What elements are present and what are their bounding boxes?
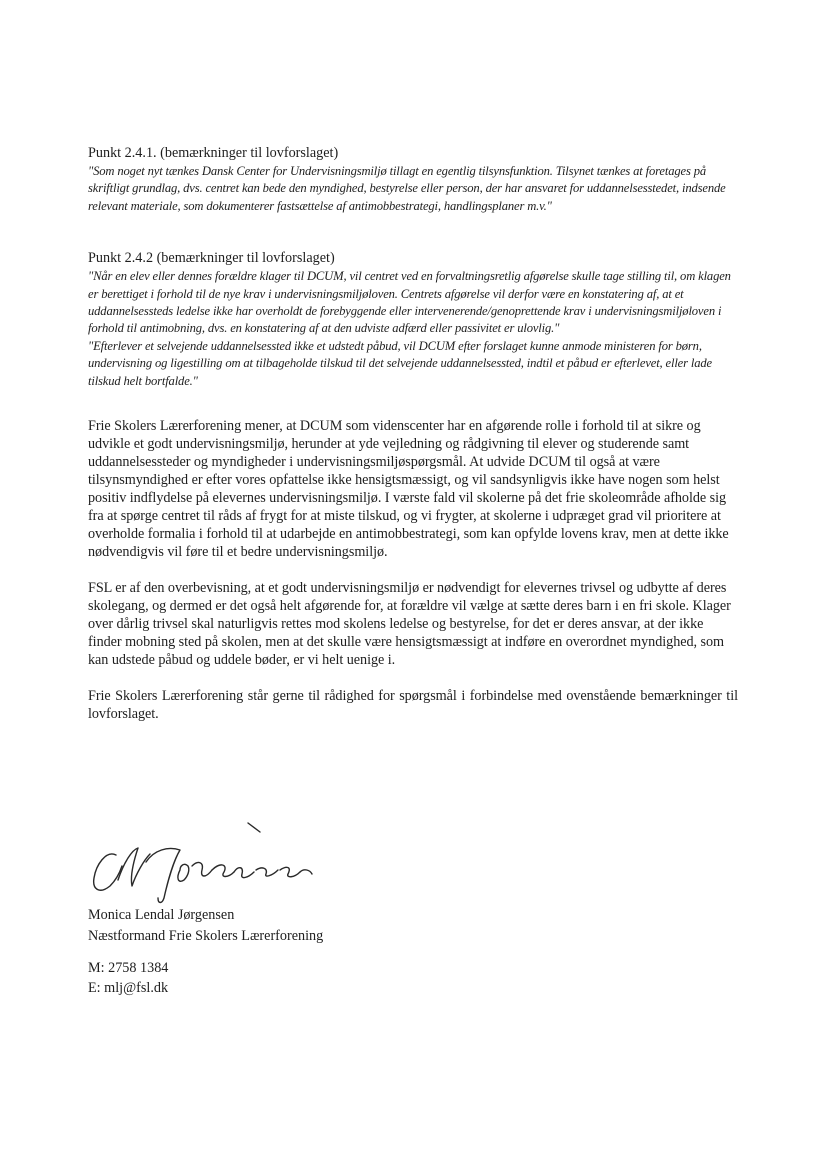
body-paragraph: Frie Skolers Lærerforening står gerne til rådighed for spørgsmål i forbindelse med ovenstående bemærkninger til lovforslaget. <box>88 688 738 723</box>
signatory-name: Monica Lendal Jørgensen <box>88 907 235 923</box>
section-2-4-1 <box>88 143 738 215</box>
contact-info <box>88 958 168 998</box>
section-heading: Punkt 2.4.1. (bemærkninger til lovforslaget) <box>88 145 339 161</box>
phone-number: M: 2758 1384 <box>88 960 169 976</box>
signature-block <box>88 820 408 947</box>
signatory-title: Næstformand Frie Skolers Lærerforening <box>88 928 324 944</box>
section-heading: Punkt 2.4.2 (bemærkninger til lovforslaget) <box>88 250 335 267</box>
section-quote: "Som noget nyt tænkes Dansk Center for Undervisningsmiljø tillagt en egentlig tilsynsfunktion. Tilsynet tænkes at foretages på skriftligt grundlag, dvs. centret kan bede den myndighed, bestyrelse eller person, der har ansvaret for uddannelsesstedet, indsende relevant materiale, som dokumenterer fastsættelse af antimobbestrategi, handlingsplaner m.v." <box>88 164 726 213</box>
handwritten-signature <box>88 820 328 905</box>
section-2-4-2 <box>88 248 738 390</box>
body-paragraph: FSL er af den overbevisning, at et godt undervisningsmiljø er nødvendigt for elevernes trivsel og udbytte af deres skolegang, og dermed er det også helt afgørende for, at forældre vil vælge at sætte deres barn i en fri skole. Klager over dårlig trivsel skal naturligvis rettes mod skolens ledelse og bestyrelse, for det er deres ansvar, at der ikke finder mobning sted på skolen, men at det skulle være hensigtsmæssigt at indføre en overordnet myndighed, som kan udstede påbud og uddele bøder, er vi helt uenige i. <box>88 580 731 669</box>
email-address: E: mlj@fsl.dk <box>88 980 169 996</box>
section-quote: "Når en elev eller dennes forældre klager til DCUM, vil centret ved en forvaltningsretlig afgørelse skulle tage stilling til, om klagen er berettiget i forhold til de nye krav i undervisningsmiljøloven. Centrets afgørelse vil derfor være en konstatering af, at et uddannelsessteds ledelse ikke har overholdt de forebyggende eller intervenerende/genoprettende krav i undervisningsmiljøloven i forhold til antimobning, dvs. en konstatering af at den udviste adfærd eller passivitet er ulovlig." <box>88 269 731 336</box>
letter-body <box>88 143 738 741</box>
body-paragraph: Frie Skolers Lærerforening mener, at DCUM som videnscenter har en afgørende rolle i forhold til at sikre og udvikle et godt undervisningsmiljø, herunder at yde vejledning og rådgivning til elever og studerende samt uddannelsessteder og myndigheder i undervisningsmiljøspørgsmål. At udvide DCUM til også at være tilsynsmyndighed er efter vores opfattelse ikke hensigtsmæssigt, og vil sandsynligvis ikke have nogen som helst positiv indflydelse på elevernes undervisningsmiljø. I værste fald vil skolerne på det frie skoleområde afholde sig fra at spørge centret til råds af frygt for at miste tilskud, og vi frygter, at skolerne i udpræget grad vil prioritere at overholde formalia i forhold til at udarbejde en antimobbestrategi, som kan opfylde lovens krav, men at dette ikke nødvendigvis vil føre til et bedre undervisningsmiljø. <box>88 418 729 561</box>
section-quote: "Efterlever et selvejende uddannelsessted ikke et udstedt påbud, vil DCUM efter forslaget kunne anmode ministeren for børn, undervisning og ligestilling om at tilbageholde tilskud til det selvejende uddannelsessted, indtil et påbud er efterlevet, eller lade tilskud helt bortfalde." <box>88 338 712 388</box>
